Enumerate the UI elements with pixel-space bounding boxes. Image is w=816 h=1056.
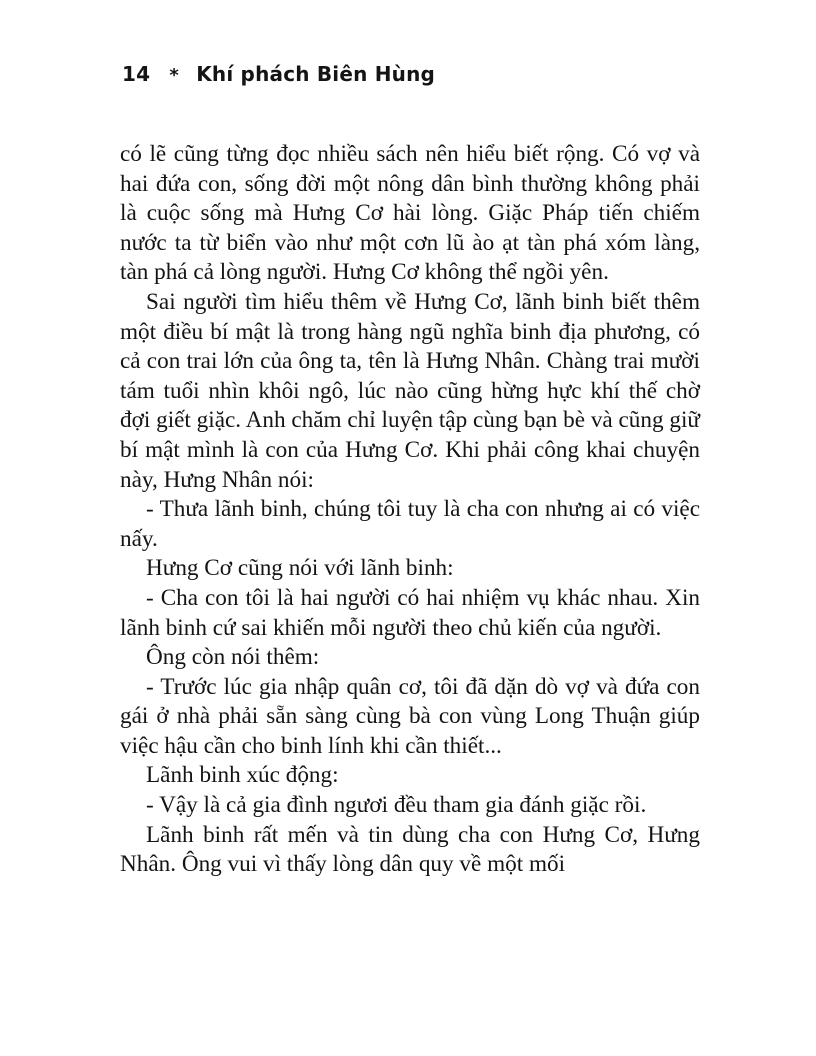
running-header <box>122 62 435 86</box>
book-title: Khí phách Biên Hùng <box>196 62 436 86</box>
dialogue-line: - Trước lúc gia nhập quân cơ, tôi đã dặn dò vợ và đứa con gái ở nhà phải sẵn sàng cùng bà con vùng Long Thuận giúp việc hậu cần cho binh lính khi cần thiết... <box>120 673 700 759</box>
dialogue-line: - Thưa lãnh binh, chúng tôi tuy là cha con nhưng ai có việc nấy. <box>120 496 700 552</box>
paragraph: Sai người tìm hiểu thêm về Hưng Cơ, lãnh binh biết thêm một điều bí mật là trong hàng ngũ nghĩa binh địa phương, có cả con trai lớn của ông ta, tên là Hưng Nhân. Chàng trai mười tám tuổi nhìn khôi ngô, lúc nào cũng hừng hực khí thế chờ đợi giết giặc. Anh chăm chỉ luyện tập cùng bạn bè và cũng giữ bí mật mình là con của Hưng Cơ. Khi phải công khai chuyện này, Hưng Nhân nói: <box>120 288 700 493</box>
page-number: 14 <box>122 62 151 86</box>
paragraph: có lẽ cũng từng đọc nhiều sách nên hiểu biết rộng. Có vợ và hai đứa con, sống đời một nông dân bình thường không phải là cuộc sống mà Hưng Cơ hài lòng. Giặc Pháp tiến chiếm nước ta từ biển vào như một cơn lũ ào ạt tàn phá xóm làng, tàn phá cả lòng người. Hưng Cơ không thể ngồi yên. <box>120 141 700 286</box>
paragraph: Hưng Cơ cũng nói với lãnh binh: <box>146 555 454 582</box>
asterisk-separator: * <box>169 65 180 86</box>
dialogue-line: - Vậy là cả gia đình ngươi đều tham gia đánh giặc rồi. <box>146 792 647 819</box>
paragraph: Lãnh binh rất mến và tin dùng cha con Hưng Cơ, Hưng Nhân. Ông vui vì thấy lòng dân quy về một mối <box>120 821 700 878</box>
paragraph: Lãnh binh xúc động: <box>146 762 339 789</box>
dialogue-line: - Cha con tôi là hai người có hai nhiệm vụ khác nhau. Xin lãnh binh cứ sai khiến mỗi người theo chủ kiến của người. <box>120 584 700 641</box>
paragraph: Ông còn nói thêm: <box>146 644 320 671</box>
page-body <box>120 140 700 880</box>
